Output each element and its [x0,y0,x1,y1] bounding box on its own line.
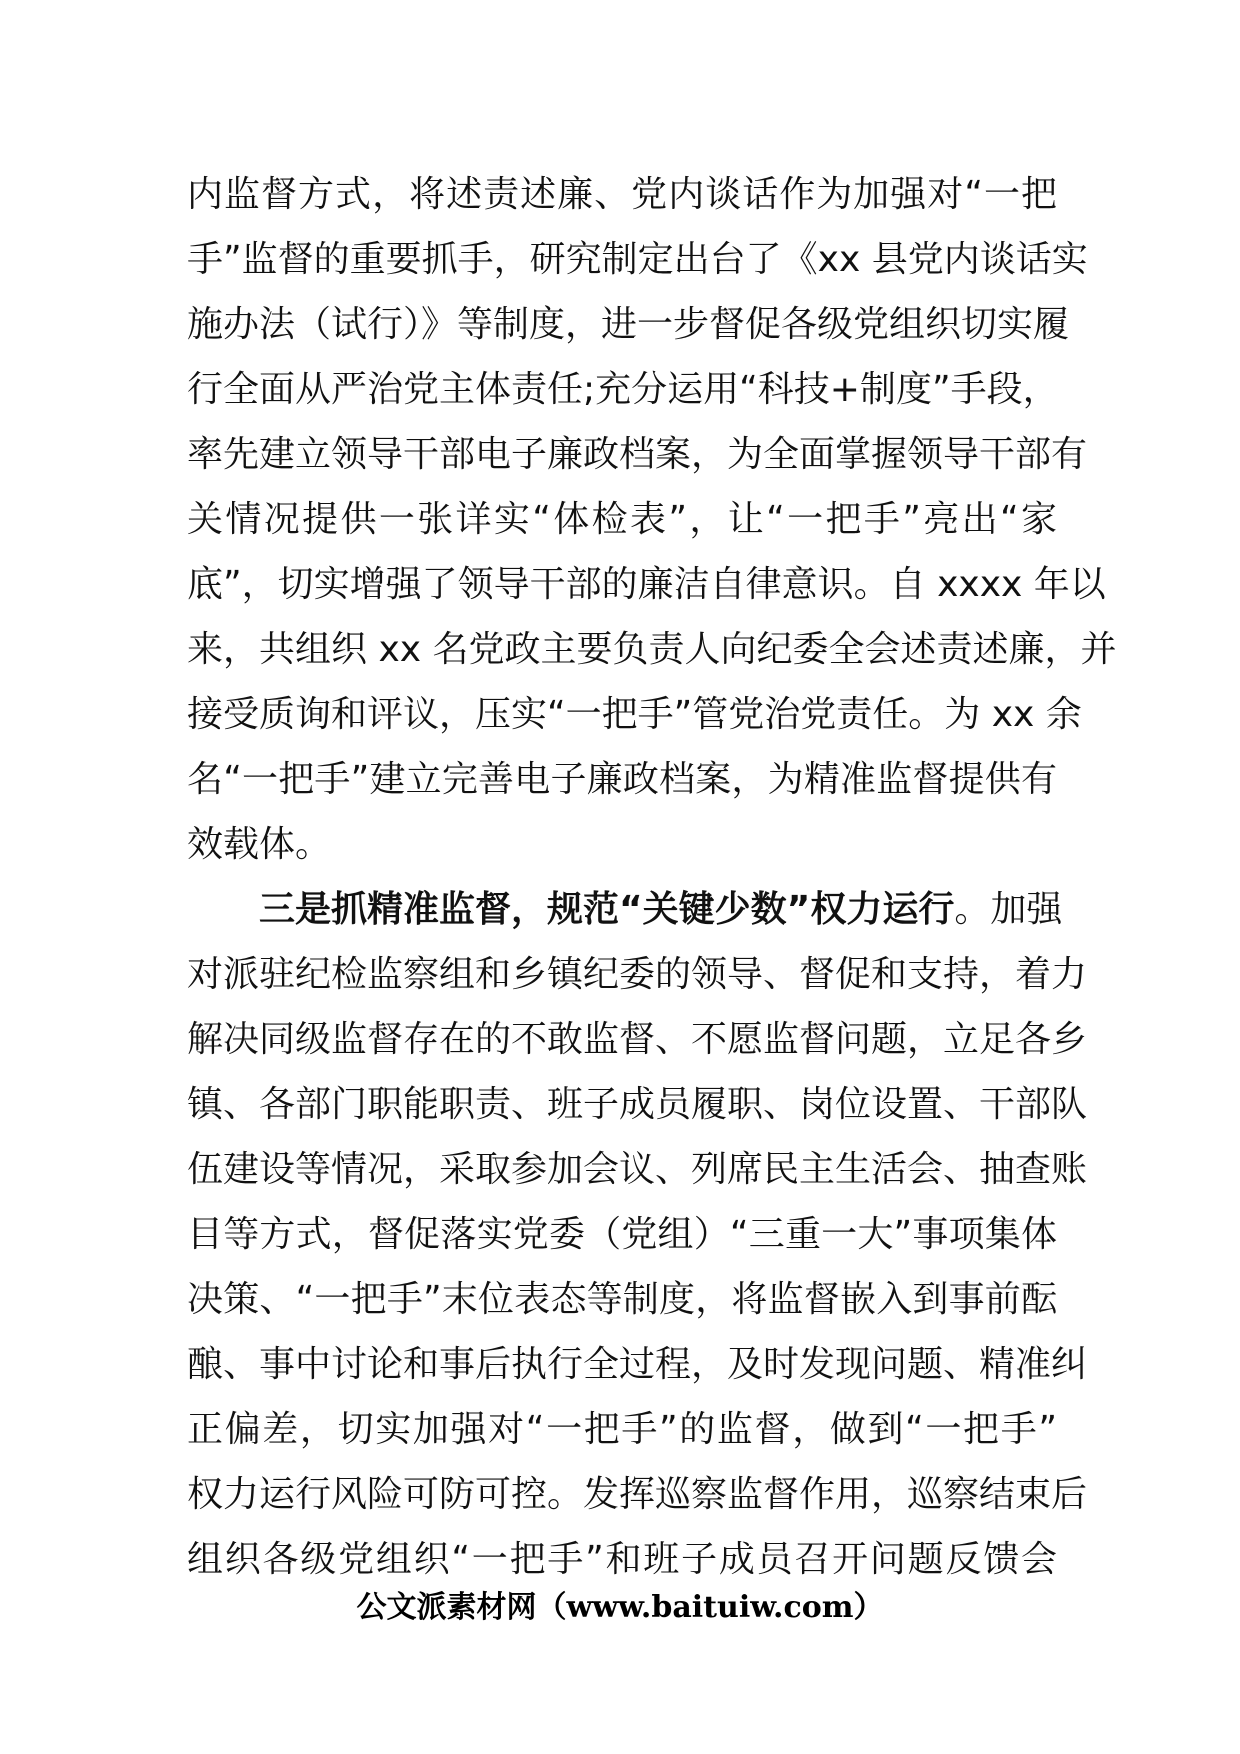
heading-tail-text: 。加强 [954,889,1063,930]
text-line: 名“一把手”建立完善电子廉政档案，为精准监督提供有 [187,759,1057,800]
text-line: 权力运行风险可防可控。发挥巡察监督作用，巡察结束后 [187,1474,1088,1515]
paragraph-2 [187,877,1088,1592]
text-line: 正偏差，切实加强对“一把手”的监督，做到“一把手” [187,1409,1057,1450]
text-line: 组织各级党组织“一把手”和班子成员召开问题反馈会 [187,1539,1057,1580]
text-line: 施办法（试行）》等制度，进一步督促各级党组织切实履 [187,304,1070,345]
text-line: 来，共组织 xx 名党政主要负责人向纪委全会述责述廉，并 [187,629,1117,670]
text-line: 率先建立领导干部电子廉政档案，为全面掌握领导干部有 [187,434,1088,475]
text-line: 效载体。 [187,824,332,865]
text-line: 解决同级监督存在的不敢监督、不愿监督问题，立足各乡 [187,1019,1088,1060]
text-line: 目等方式，督促落实党委（党组）“三重一大”事项集体 [187,1214,1057,1255]
text-line: 接受质询和评议，压实“一把手”管党治党责任。为 xx 余 [187,694,1082,735]
text-line: 内监督方式，将述责述廉、党内谈话作为加强对“一把 [187,174,1057,215]
text-line: 关情况提供一张详实“体检表”，让“一把手”亮出“家 [187,499,1057,540]
text-line: 行全面从严治党主体责任;充分运用“科技+制度”手段， [187,369,1059,410]
text-line: 手”监督的重要抓手，研究制定出台了《xx 县党内谈话实 [187,239,1088,280]
text-line: 酿、事中讨论和事后执行全过程，及时发现问题、精准纠 [187,1344,1088,1385]
text-line: 底”，切实增强了领导干部的廉洁自律意识。自 xxxx 年以 [187,564,1106,605]
footer-watermark: 公文派素材网（www.baituiw.com） [356,1590,884,1625]
section-heading: 三是抓精准监督，规范“关键少数”权力运行 [259,889,955,930]
text-line: 伍建设等情况，采取参加会议、列席民主生活会、抽查账 [187,1149,1088,1190]
document-body [187,162,1117,1592]
paragraph-1 [187,162,1117,877]
text-line: 对派驻纪检监察组和乡镇纪委的领导、督促和支持，着力 [187,954,1088,995]
text-line: 镇、各部门职能职责、班子成员履职、岗位设置、干部队 [187,1084,1088,1125]
paragraph-lead-line [187,877,1063,942]
text-line: 决策、“一把手”末位表态等制度，将监督嵌入到事前酝 [187,1279,1057,1320]
